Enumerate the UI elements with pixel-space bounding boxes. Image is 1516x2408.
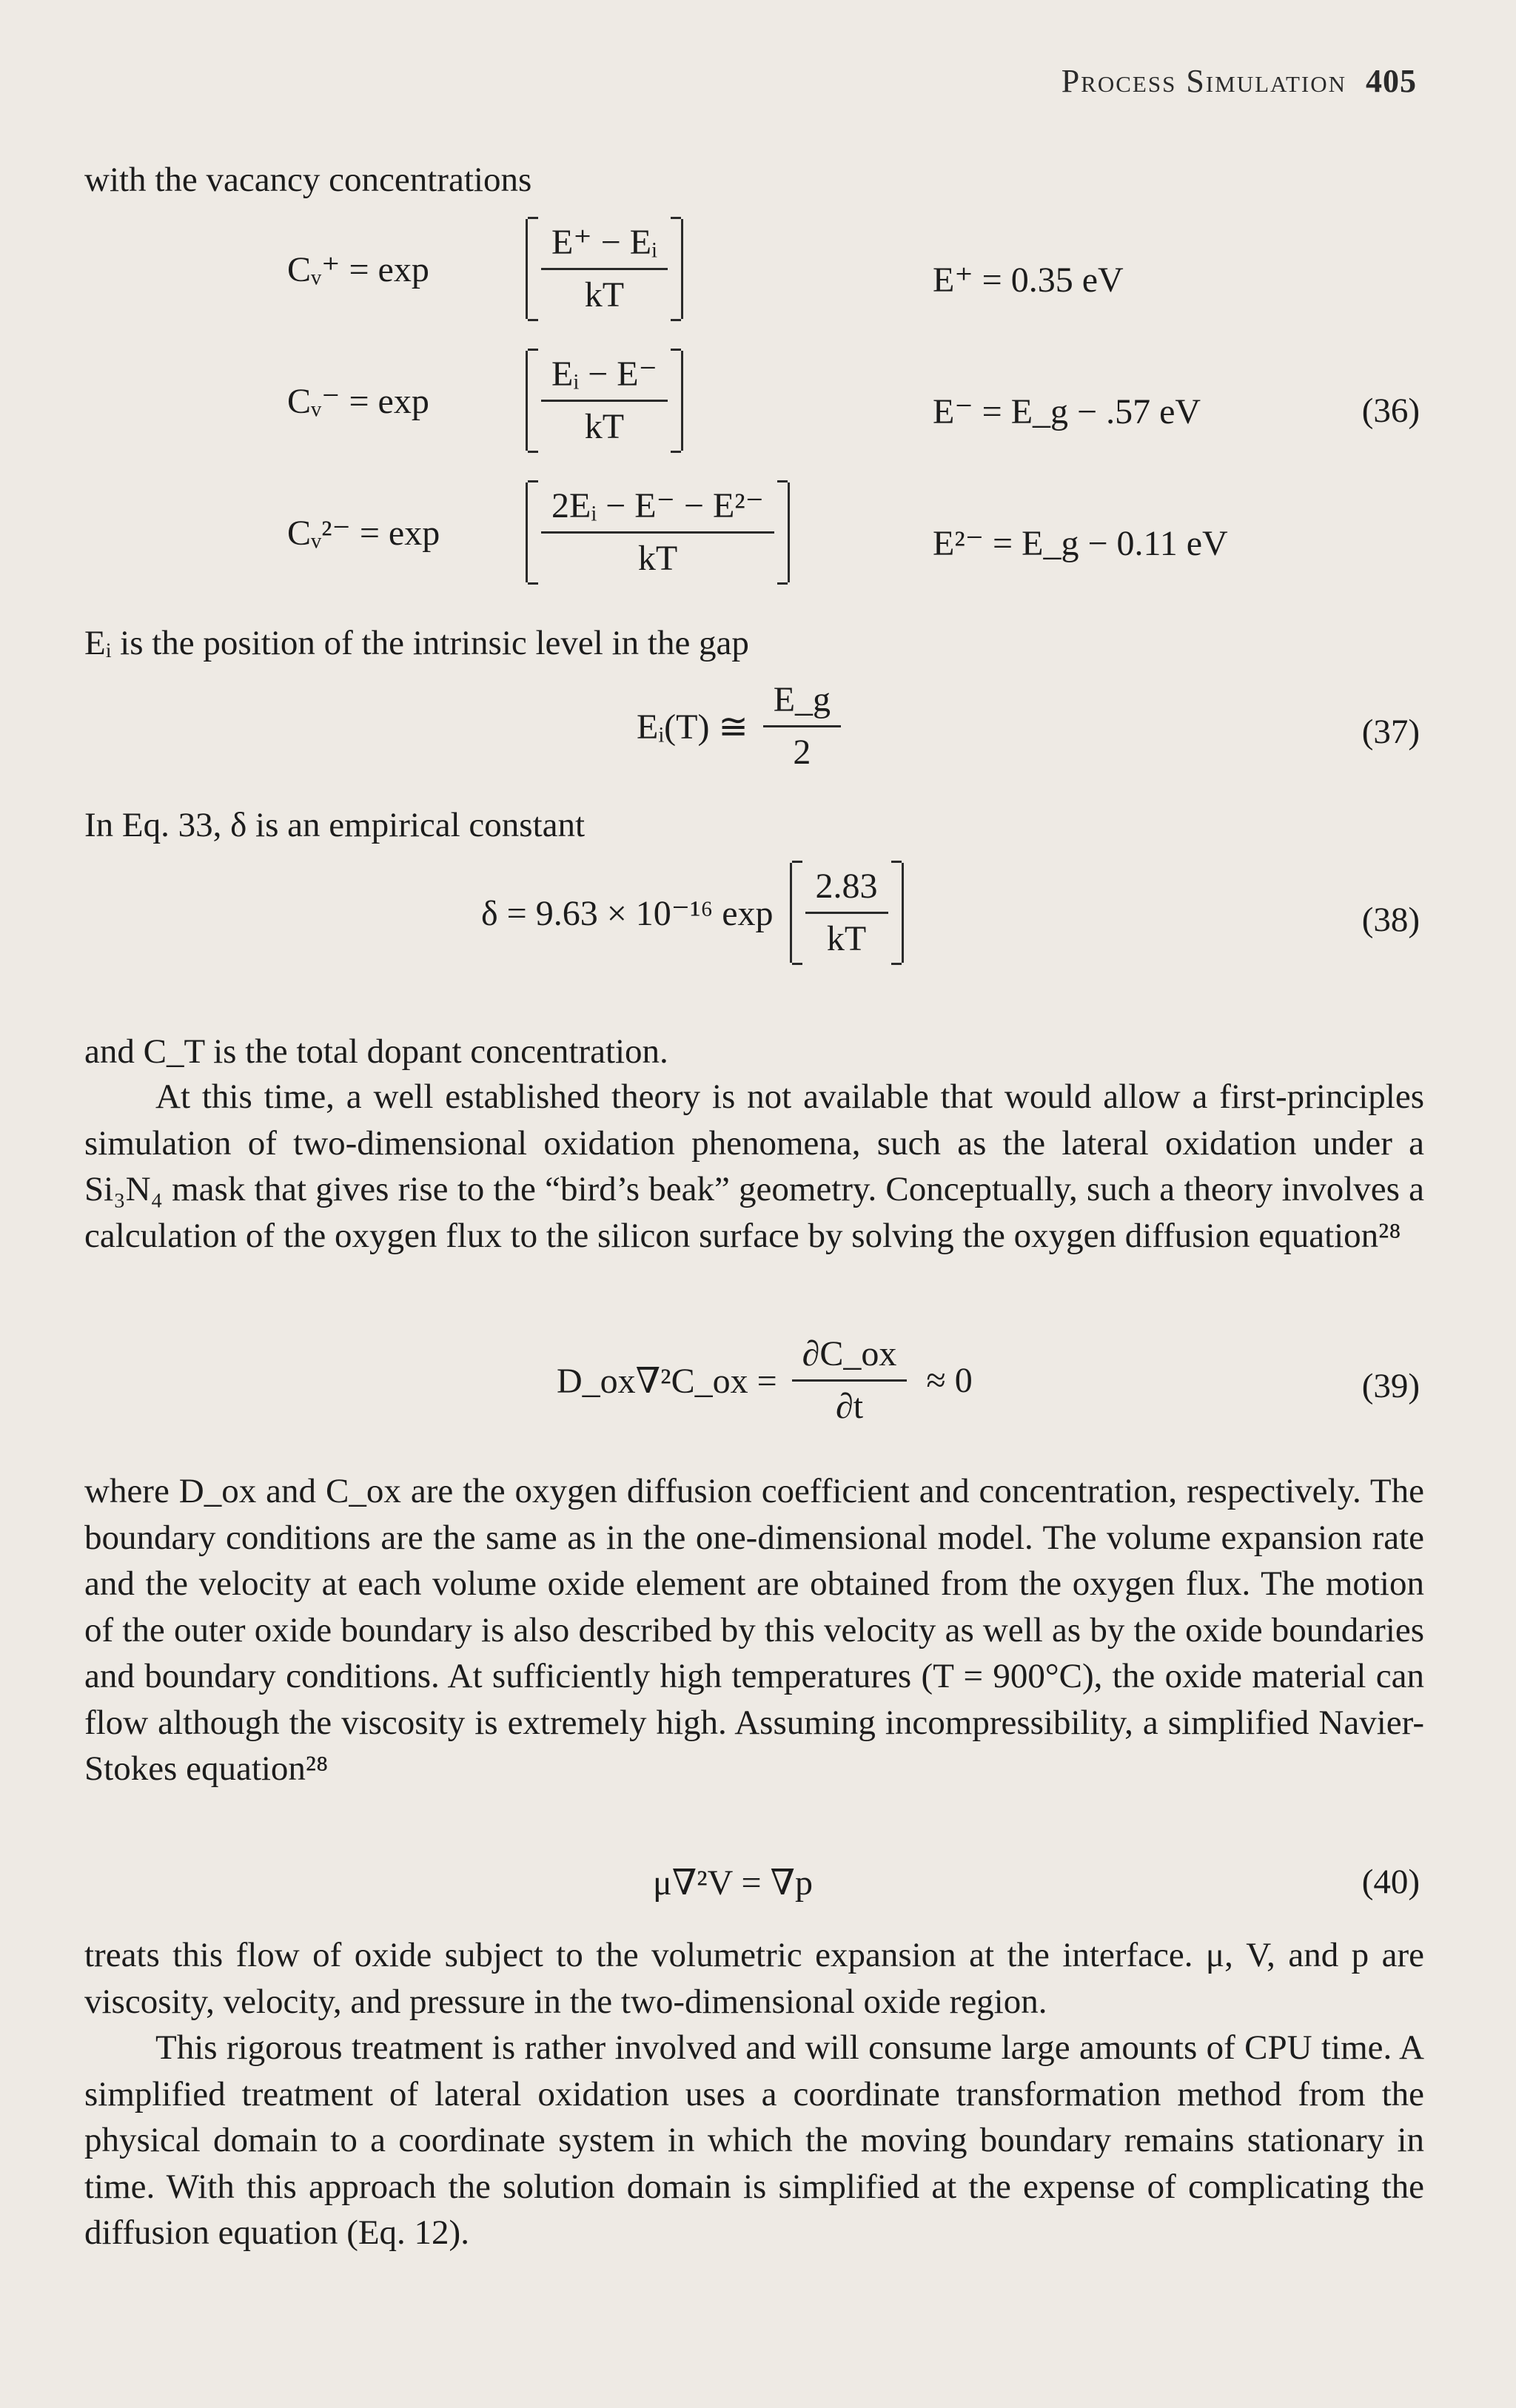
eq39-denominator: ∂t	[835, 1387, 864, 1426]
eq36-def-1: E⁺ = 0.35 eV	[933, 260, 1124, 300]
eq39	[557, 1334, 973, 1427]
eq40-expression: μ∇²V = ∇p	[653, 1863, 814, 1903]
paragraph-simplified-text: This rigorous treatment is rather involved and will consume large amounts of CPU time. A simplified treatment of lateral oxidation uses a coordinate transformation method from the physical domain to a coordinate system in which the moving boundary remains stationary in time. With this approach the solution domain is simplified at the expense of complicating the diffusion equation (Eq. 12).	[84, 2028, 1424, 2252]
eq36-def-2: E⁻ = E_g − .57 eV	[933, 392, 1201, 431]
eq38-lhs: δ = 9.63 × 10⁻¹⁶ exp	[481, 893, 774, 933]
delta-line: In Eq. 33, δ is an empirical constant	[84, 806, 586, 844]
eq36-row-1-denominator: kT	[584, 275, 625, 315]
eq36-row-2-lhs: Cᵥ⁻ = exp	[287, 381, 429, 421]
eq40-number: (40)	[1361, 1863, 1420, 1901]
eq37	[637, 679, 845, 773]
eq39-numerator: ∂C_ox	[792, 1334, 908, 1382]
eq39-number: (39)	[1361, 1367, 1420, 1405]
eq36-row-3-numerator: 2Eᵢ − E⁻ − E²⁻	[541, 485, 774, 534]
page-number: 405	[1366, 63, 1417, 99]
paragraph-theory	[84, 1074, 1424, 1259]
eq38	[481, 863, 904, 963]
eq38-fraction	[805, 866, 888, 960]
eq36-row-2-numerator: Eᵢ − E⁻	[541, 354, 668, 402]
eq39-rhs: ≈ 0	[926, 1361, 973, 1400]
eq37-denominator: 2	[793, 733, 811, 772]
eq38-numerator: 2.83	[805, 866, 888, 914]
eq37-numerator: E_g	[763, 679, 841, 727]
eq36-row-3	[287, 482, 790, 582]
eq37-fraction	[763, 679, 841, 773]
eq36-row-1	[287, 219, 683, 319]
eq36-row-3-bracket	[526, 482, 790, 582]
paragraph-theory-text: At this time, a well established theory is not available that would allow a first-principles simulation of two-dimensional oxidation phenomena, such as the lateral oxidation under a Si₃N₄ mask that gives rise to the “bird’s beak” geometry. Conceptually, such a theory involves a calculation of the oxygen flux to the silicon surface by solving the oxygen diffusion equation²⁸	[84, 1077, 1424, 1255]
eq36-row-1-numerator: E⁺ − Eᵢ	[541, 222, 668, 270]
total-dopant-line: and C_T is the total dopant concentration.	[84, 1032, 668, 1071]
eq36-row-1-bracket	[526, 219, 683, 319]
eq40	[653, 1862, 813, 1903]
eq36-row-2-denominator: kT	[584, 407, 625, 446]
paragraph-definitions-text: where D_ox and C_ox are the oxygen diffusion coefficient and concentration, respectively. The boundary conditions are the same as in the one-dimensional model. The volume expansion rate and the velocity at each volume oxide element are obtained from the oxygen flux. The motion of the outer oxide boundary is also described by this velocity as well as by the oxide boundaries and boundary conditions. At sufficiently high temperatures (T = 900°C), the oxide material can flow although the viscosity is extremely high. Assuming incompressibility, a simplified Navier-Stokes equation²⁸	[84, 1472, 1424, 1788]
eq36-row-3-lhs: Cᵥ²⁻ = exp	[287, 513, 440, 553]
paragraph-navier-stokes	[84, 1932, 1424, 2025]
eq37-lhs: Eᵢ(T) ≅	[637, 707, 748, 747]
intrinsic-level-line: Eᵢ is the position of the intrinsic level in the gap	[84, 624, 749, 662]
paragraph-navier-stokes-text: treats this flow of oxide subject to the volumetric expansion at the interface. μ, V, and p are viscosity, velocity, and pressure in the two-dimensional oxide region.	[84, 1936, 1424, 2021]
paragraph-definitions	[84, 1468, 1424, 1792]
eq38-denominator: kT	[826, 919, 867, 958]
eq36-row-2	[287, 351, 683, 451]
eq36-def-3: E²⁻ = E_g − 0.11 eV	[933, 524, 1228, 563]
eq36-row-3-fraction	[541, 485, 774, 579]
eq36-row-2-fraction	[541, 354, 668, 448]
eq38-number: (38)	[1361, 901, 1420, 939]
eq36-row-1-fraction	[541, 222, 668, 316]
running-title: Process Simulation	[1061, 63, 1346, 99]
eq39-fraction	[792, 1334, 908, 1427]
running-head	[1061, 62, 1417, 100]
eq36-row-3-denominator: kT	[637, 539, 678, 578]
intro-line: with the vacancy concentrations	[84, 161, 532, 199]
eq36-number: (36)	[1361, 391, 1420, 430]
eq39-lhs: D_ox∇²C_ox =	[557, 1361, 777, 1401]
eq36-row-2-bracket	[526, 351, 683, 451]
paragraph-simplified	[84, 2025, 1424, 2256]
eq38-bracket	[790, 863, 904, 963]
eq36-row-1-lhs: Cᵥ⁺ = exp	[287, 249, 429, 289]
eq37-number: (37)	[1361, 713, 1420, 751]
